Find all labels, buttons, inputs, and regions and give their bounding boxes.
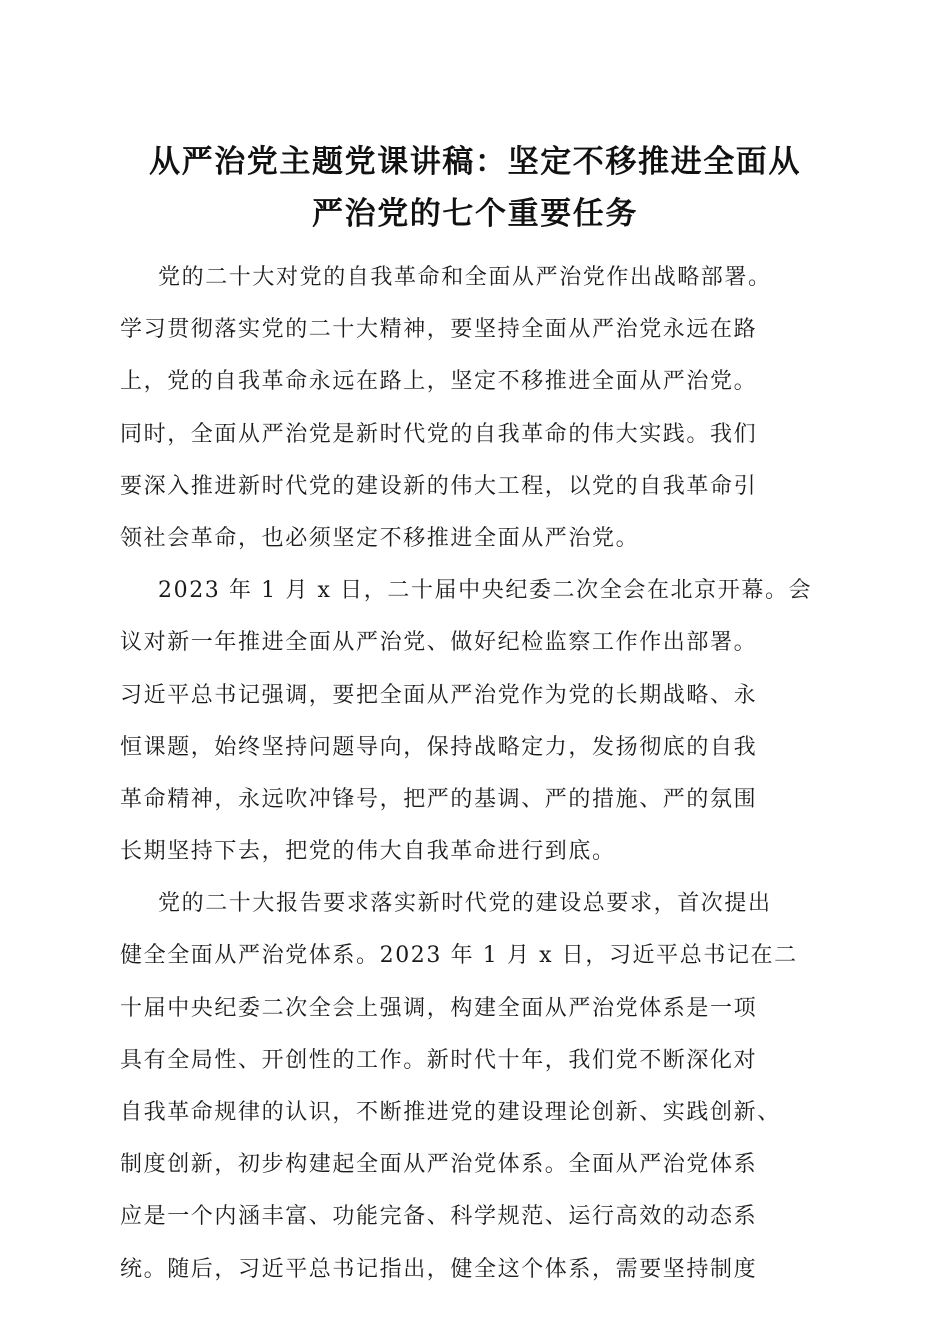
paragraph-2: [120, 565, 832, 878]
text-line: 十届中央纪委二次全会上强调，构建全面从严治党体系是一项: [120, 995, 758, 1021]
title-line: 从严治党主题党课讲稿：坚定不移推进全面从: [149, 144, 801, 180]
text-line: 学习贯彻落实党的二十大精神，要坚持全面从严治党永远在路: [120, 317, 758, 343]
text-line: 要深入推进新时代党的建设新的伟大工程，以党的自我革命引: [120, 473, 758, 499]
text-line: 制度创新，初步构建起全面从严治党体系。全面从严治党体系: [120, 1152, 758, 1178]
text-line: 革命精神，永远吹冲锋号，把严的基调、严的措施、严的氛围: [120, 786, 758, 812]
text-line: 上，党的自我革命永远在路上，坚定不移推进全面从严治党。: [120, 369, 758, 395]
text-line: 长期坚持下去，把党的伟大自我革命进行到底。: [120, 839, 616, 865]
text-line: 应是一个内涵丰富、功能完备、科学规范、运行高效的动态系: [120, 1204, 758, 1230]
text-line: 恒课题，始终坚持问题导向，保持战略定力，发扬彻底的自我: [120, 734, 758, 760]
document-title: [100, 136, 850, 240]
title-line: 严治党的七个重要任务: [312, 196, 638, 233]
text-line: 2023 年 1 月 x 日，二十届中央纪委二次全会在北京开幕。会: [158, 578, 813, 604]
paragraph-3: [120, 878, 832, 1296]
text-line: 统。随后，习近平总书记指出，健全这个体系，需要坚持制度: [120, 1256, 758, 1282]
text-line: 领社会革命，也必须坚定不移推进全面从严治党。: [120, 525, 640, 551]
text-line: 自我革命规律的认识，不断推进党的建设理论创新、实践创新、: [120, 1100, 781, 1125]
text-line: 习近平总书记强调，要把全面从严治党作为党的长期战略、永: [120, 682, 758, 708]
text-line: 具有全局性、开创性的工作。新时代十年，我们党不断深化对: [120, 1047, 758, 1073]
text-line: 同时，全面从严治党是新时代党的自我革命的伟大实践。我们: [120, 421, 758, 447]
text-line: 党的二十大报告要求落实新时代党的建设总要求，首次提出: [158, 891, 772, 917]
document-body: [120, 252, 832, 1296]
text-line: 党的二十大对党的自我革命和全面从严治党作出战略部署。: [158, 265, 772, 290]
text-line: 健全全面从严治党体系。2023 年 1 月 x 日，习近平总书记在二: [120, 943, 798, 969]
paragraph-1: [120, 252, 832, 565]
text-line: 议对新一年推进全面从严治党、做好纪检监察工作作出部署。: [120, 630, 758, 656]
